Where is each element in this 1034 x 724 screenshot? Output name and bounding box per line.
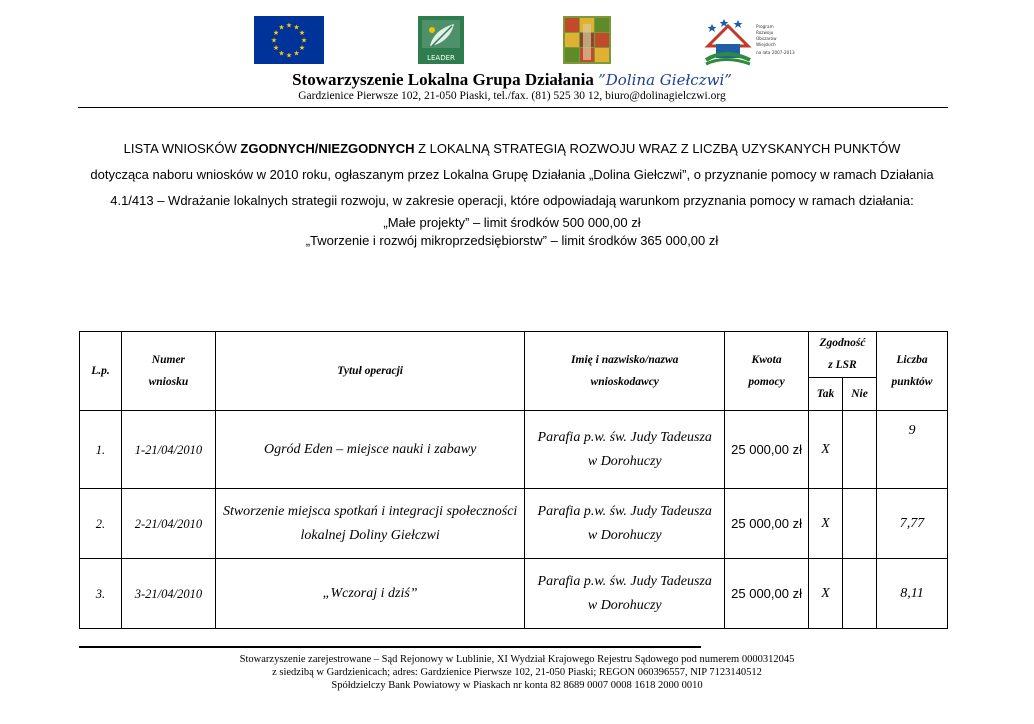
header-lp: L.p.: [80, 332, 122, 411]
header-applicant: [525, 332, 725, 411]
table-header-row: [80, 332, 948, 378]
cell-applicant: [525, 559, 725, 629]
header-operation-title: Tytuł operacji: [215, 332, 524, 411]
cell-applicant-line1: Parafia p.w. św. Judy Tadeusza: [537, 503, 712, 519]
header-no: Nie: [843, 377, 877, 410]
intro-line-3: 4.1/413 – Wdrażanie lokalnych strategii rozwoju, w zakresie operacji, które odpowiadają warunkom przyznania pomocy w ramach działania:: [110, 193, 914, 208]
header-yes: Tak: [809, 377, 843, 410]
limit-small-projects: „Małe projekty” – limit środków 500 000,00 zł: [383, 215, 641, 230]
header-amount: [725, 332, 809, 411]
leader-logo-text: LEADER: [427, 54, 455, 62]
cell-applicant: [525, 489, 725, 559]
applications-table: [79, 331, 948, 629]
cell-lp: 1.: [80, 411, 122, 489]
cell-amount: 25 000,00 zł: [725, 559, 809, 629]
cell-points: 8,11: [877, 559, 948, 629]
table-row: [80, 411, 948, 489]
cell-applicant: [525, 411, 725, 489]
header-divider: [78, 107, 948, 108]
footer-line-3: Spółdzielczy Bank Powiatowy w Piaskach nr konta 82 8689 0007 0008 1618 2000 0010: [331, 680, 703, 691]
prow-logo: [704, 16, 795, 68]
eu-star-icon: ★: [298, 29, 306, 37]
header-zgodnosc-line2: z LSR: [828, 359, 857, 372]
eu-star-icon: ★: [285, 51, 293, 60]
cell-application-number: 2-21/04/2010: [121, 489, 215, 559]
cell-applicant-line1: Parafia p.w. św. Judy Tadeusza: [537, 429, 712, 445]
cell-title-line1: Stworzenie miejsca spotkań i integracji społeczności: [222, 503, 518, 519]
eu-star-icon: ★: [270, 36, 278, 45]
eu-star-icon: ★: [272, 29, 280, 37]
cell-compliant-yes: X: [809, 489, 843, 559]
eu-flag-logo: [254, 16, 324, 64]
cell-compliant-no: [843, 489, 877, 559]
logo-strip: [0, 16, 1024, 68]
cell-applicant-line1: Parafia p.w. św. Judy Tadeusza: [537, 573, 712, 589]
eu-star-icon: ★: [300, 36, 308, 45]
table-row: [80, 559, 948, 629]
cell-operation-title: [215, 489, 524, 559]
header-zgodnosc-line1: Zgodność: [819, 337, 866, 350]
eu-star-icon: ★: [278, 49, 285, 58]
cell-points: 7,77: [877, 489, 948, 559]
header-imie-line2: wnioskodawcy: [590, 376, 659, 388]
cell-amount: 25 000,00 zł: [725, 489, 809, 559]
cell-operation-title: [215, 411, 524, 489]
leader-logo: [418, 16, 464, 64]
header-liczba-line1: Liczba: [896, 354, 928, 366]
cell-application-number: 1-21/04/2010: [121, 411, 215, 489]
prow-text-1: Program: [756, 24, 774, 29]
intro-line-1: [40, 136, 984, 162]
limit-microenterprises: „Tworzenie i rozwój mikroprzedsiębiorstw” – limit środków 365 000,00 zł: [305, 233, 719, 248]
cell-application-number: 3-21/04/2010: [121, 559, 215, 629]
footer: [0, 653, 1034, 692]
header-kwota-line2: pomocy: [748, 376, 785, 388]
cell-applicant-line2: w Dorohuczy: [587, 597, 662, 613]
cell-compliant-yes: X: [809, 559, 843, 629]
cell-title-line1: „Wczoraj i dziś”: [322, 585, 418, 601]
prow-text-3: Obszarów: [756, 36, 777, 41]
intro-line-1-bold: ZGODNYCH/NIEZGODNYCH: [240, 141, 415, 156]
header-kwota-line1: Kwota: [751, 354, 782, 366]
cell-points: 9: [877, 411, 948, 489]
org-name-quoted: ”Dolina Giełczwi”: [598, 71, 732, 89]
footer-line-1: Stowarzyszenie zarejestrowane – Sąd Rejonowy w Lublinie, XI Wydział Krajowego Rejestru Sądowego pod numerem 0000312045: [239, 654, 795, 665]
header-imie-line1: Imię i nazwisko/nazwa: [571, 354, 679, 366]
eu-star-icon: ★: [293, 49, 300, 58]
cell-title-line1: Ogród Eden – miejsce nauki i zabawy: [263, 441, 477, 457]
eu-star-icon: ★: [285, 21, 293, 30]
eu-star-icon: ★: [298, 44, 306, 52]
prow-text-4: Wiejskich: [756, 42, 776, 47]
header-application-number: [121, 332, 215, 411]
cell-applicant-line2: w Dorohuczy: [587, 527, 662, 543]
header-liczba-line2: punktów: [891, 376, 933, 388]
eu-star-icon: ★: [278, 23, 285, 32]
lgd-dolina-logo: [563, 16, 611, 64]
eu-star-icon: ★: [293, 23, 300, 32]
cell-lp: 3.: [80, 559, 122, 629]
cell-compliant-no: [843, 411, 877, 489]
footer-divider: [79, 646, 701, 648]
organization-title: [0, 70, 1024, 90]
cell-applicant-line2: w Dorohuczy: [587, 453, 662, 469]
eu-star-icon: ★: [272, 44, 280, 52]
intro-line-1-end: Z LOKALNĄ STRATEGIĄ ROZWOJU WRAZ Z LICZBĄ UZYSKANYCH PUNKTÓW: [414, 141, 901, 156]
intro-line-1-start: LISTA WNIOSKÓW: [123, 141, 241, 156]
table-row: [80, 489, 948, 559]
header-numer-line2: wniosku: [148, 376, 189, 388]
prow-text-2: Rozwoju: [756, 30, 774, 35]
header-numer-line1: Numer: [151, 354, 186, 366]
header-points: [877, 332, 948, 411]
cell-compliant-no: [843, 559, 877, 629]
header-lsr-compliance: [809, 332, 877, 378]
cell-operation-title: [215, 559, 524, 629]
organization-address: Gardzienice Pierwsze 102, 21-050 Piaski, tel./fax. (81) 525 30 12, biuro@dolinagielczwi.org: [298, 90, 726, 102]
org-name: Stowarzyszenie Lokalna Grupa Działania: [292, 70, 594, 89]
cell-title-line2: lokalnej Doliny Giełczwi: [300, 527, 440, 543]
intro-text: [40, 136, 984, 250]
cell-compliant-yes: X: [809, 411, 843, 489]
prow-text-5: na lata 2007-2013: [756, 50, 795, 55]
cell-lp: 2.: [80, 489, 122, 559]
cell-amount: 25 000,00 zł: [725, 411, 809, 489]
footer-line-2: z siedzibą w Gardzienicach; adres: Gardzienice Pierwsze 102, 21-050 Piaski; REGON 060396557, NIP 7123140512: [272, 667, 762, 678]
intro-line-2: dotycząca naboru wniosków w 2010 roku, ogłaszanym przez Lokalna Grupę Działania „Dolina Giełczwi”, o przyznanie pomocy w ramach Działania: [90, 167, 934, 182]
